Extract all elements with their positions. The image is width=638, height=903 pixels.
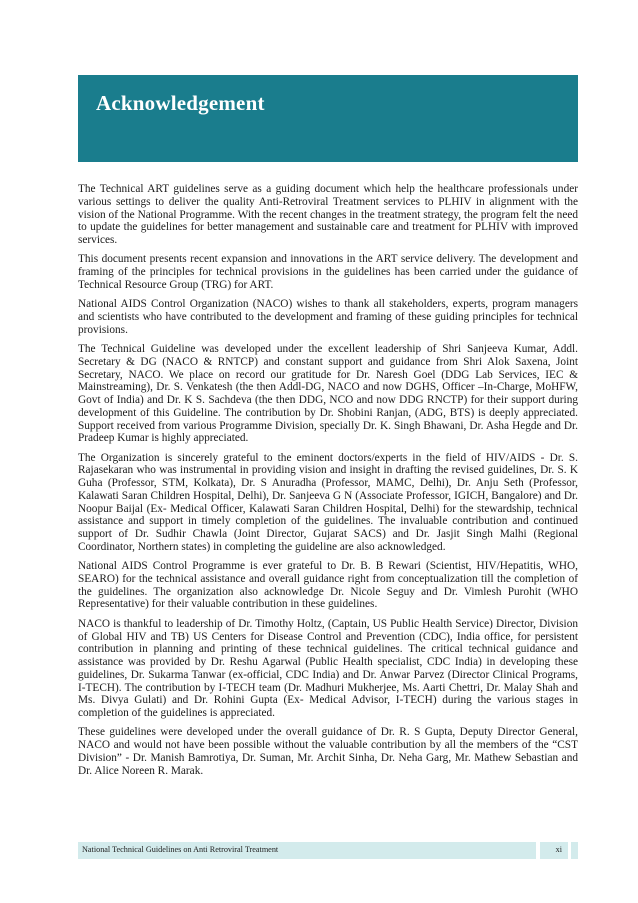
page-number-box — [540, 842, 568, 859]
paragraph: The Technical ART guidelines serve as a guiding document which help the healthcare professionals under various settings to deliver the quality Anti-Retroviral Treatment services to PLHIV in alignment with the vision of the National Programme. With the recent changes in the treatment strategy, the program felt the need to update the guidelines for better management and sustainable care and treatment for PLHIV with improved services. — [78, 183, 578, 246]
paragraph: This document presents recent expansion and innovations in the ART service delivery. The development and framing of the principles for technical provisions in the guidelines has been carried under the guidance of Technical Resource Group (TRG) for ART. — [78, 253, 578, 291]
footer-bar — [78, 842, 536, 859]
paragraph: NACO is thankful to leadership of Dr. Timothy Holtz, (Captain, US Public Health Service) Director, Division of Global HIV and TB) US Centers for Disease Control and Prevention (CDC), India office, for persistent contribution in planning and printing of these technical guidelines. The critical technical guidance and assistance was provided by Dr. Reshu Agarwal (Public Health specialist, CDC India) in developing these guidelines, Dr. Sukarma Tanwar (ex-official, CDC India) and Dr. Anwar Parvez (Director Clinical Programs, I-TECH). The contribution by I-TECH team (Dr. Madhuri Mukherjee, Ms. Aarti Chettri, Dr. Malay Shah and Ms. Divya Gulati) and Dr. Rohini Gupta (Ex- Medical Advisor, I-TECH) during the various stages in completion of the guidelines is appreciated. — [78, 617, 578, 720]
paragraph: These guidelines were developed under the overall guidance of Dr. R. S Gupta, Deputy Director General, NACO and would not have been possible without the valuable contribution by all the members of the “CST Division” - Dr. Manish Bamrotiya, Dr. Suman, Mr. Archit Sinha, Dr. Neha Garg, Mr. Mathew Sebastian and Dr. Alice Noreen R. Marak. — [78, 726, 578, 777]
page-title: Acknowledgement — [96, 91, 265, 115]
body-text — [78, 183, 578, 784]
title-banner — [78, 75, 578, 162]
paragraph: The Technical Guideline was developed under the excellent leadership of Shri Sanjeeva Kumar, Addl. Secretary & DG (NACO & RNTCP) and constant support and guidance from Shri Alok Saxena, Joint Secretary, NACO. We place on record our gratitude for Dr. Naresh Goel (DDG Lab Services, IEC & Mainstreaming), Dr. S. Venkatesh (the then Addl-DG, NACO and now DGHS, Officer –In-Charge, MoHFW, Govt of India) and Dr. K S. Sachdeva (the then DDG, NCO and now DDG RNCTP) for their support during development of this Guideline. The contribution by Dr. Shobini Ranjan, (ADG, BTS) is deeply appreciated. Support received from various Programme Division, specially Dr. K. Singh Bhawani, Dr. Asha Hegde and Dr. Pradeep Kumar is highly appreciated. — [78, 343, 578, 445]
page-footer — [78, 842, 578, 859]
paragraph: National AIDS Control Organization (NACO) wishes to thank all stakeholders, experts, program managers and scientists who have contributed to the development and framing of these guiding principles for technical provisions. — [78, 298, 578, 336]
paragraph: National AIDS Control Programme is ever grateful to Dr. B. B Rewari (Scientist, HIV/Hepatitis, WHO, SEARO) for the technical assistance and overall guidance right from conceptualization till the completion of the guidelines. The organization also acknowledge Dr. Nicole Seguy and Dr. Vimlesh Purohit (WHO Representative) for their valuable contribution in these guidelines. — [78, 560, 578, 611]
page-number: xi — [555, 845, 562, 854]
footer-tab — [571, 842, 578, 859]
paragraph: The Organization is sincerely grateful to the eminent doctors/experts in the field of HIV/AIDS - Dr. S. Rajasekaran who was instrumental in providing vision and insight in drafting the revised guidelines, Dr. S. K Guha (Professor, STM, Kolkata), Dr. S Anuradha (Professor, MAMC, Delhi), Dr. Anju Seth (Professor, Kalawati Saran Children Hospital, Delhi), Dr. Sanjeeva G N (Associate Professor, IGICH, Bangalore) and Dr. Noopur Baijal (Ex- Medical Officer, Kalawati Saran Children Hospital, Delhi) for the stewardship, technical assistance and support in timely completion of the guidelines. The invaluable contribution and continued support of Dr. Sudhir Chawla (Joint Director, Gujarat SACS) and Dr. Jasjit Singh Malhi (Regional Coordinator, Northern states) in completing the guideline are also acknowledged. — [78, 451, 578, 553]
footer-title: National Technical Guidelines on Anti Retroviral Treatment — [82, 845, 279, 854]
